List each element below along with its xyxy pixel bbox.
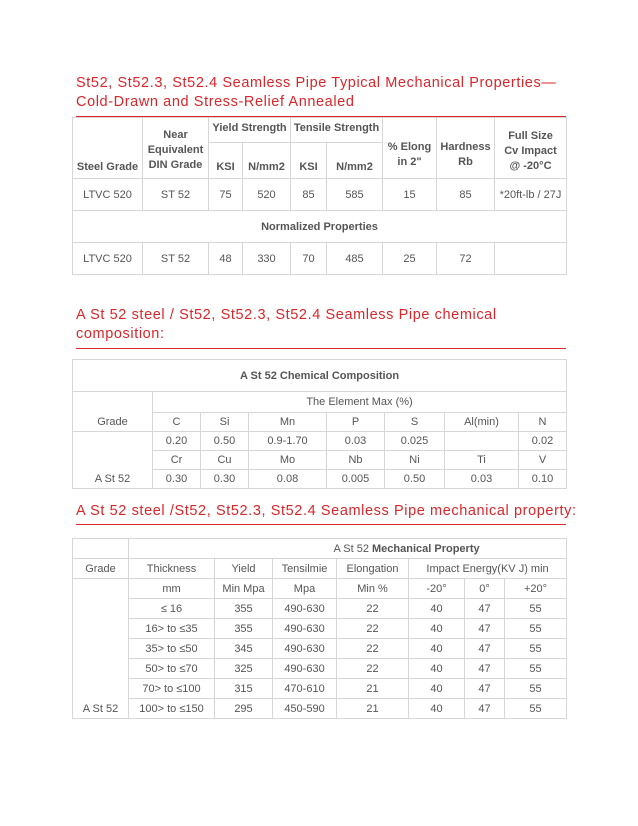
mech-cell: 355 — [215, 599, 273, 619]
mech-cell: 490-630 — [273, 619, 337, 639]
table-row — [73, 679, 567, 699]
mech-cell: 315 — [215, 679, 273, 699]
unit-cell: -20° — [409, 579, 465, 599]
cell-din: ST 52 — [143, 243, 209, 275]
section3-rule — [76, 524, 566, 525]
mech-cell: 47 — [465, 679, 505, 699]
section1-title-line1: St52, St52.3, St52.4 Seamless Pipe Typical Mechanical Properties— — [76, 75, 557, 91]
element-name-cell: Al(min) — [445, 413, 519, 432]
header-yield-strength: Yield Strength — [209, 118, 291, 143]
cell-ts-n: 585 — [327, 179, 383, 211]
header-ys-ksi: KSI — [209, 143, 243, 179]
element-name-cell: Si — [201, 413, 249, 432]
mech-grade-value: A St 52 — [73, 579, 129, 719]
element-value-cell: 0.02 — [519, 432, 567, 451]
section1-title-line2: Cold-Drawn and Stress-Relief Annealed — [76, 94, 355, 110]
mechanical-property-table — [72, 538, 567, 719]
unit-cell: 0° — [465, 579, 505, 599]
header-ts-ksi: KSI — [291, 143, 327, 179]
mech-cell: 22 — [337, 599, 409, 619]
header-tensile-strength: Tensile Strength — [291, 118, 383, 143]
element-value-cell: 0.10 — [519, 470, 567, 489]
cell-ys-n: 520 — [243, 179, 291, 211]
mechanical-properties-table — [72, 117, 567, 275]
cell-hardness: 72 — [437, 243, 495, 275]
cell-ts-ksi: 70 — [291, 243, 327, 275]
values-row-1 — [73, 432, 567, 451]
mech-cell: 21 — [337, 699, 409, 719]
mech-cell: 40 — [409, 619, 465, 639]
header-steel-grade: Steel Grade — [73, 118, 143, 179]
mech-cell: 22 — [337, 619, 409, 639]
section2-title — [76, 306, 497, 344]
cell-ys-ksi: 48 — [209, 243, 243, 275]
mech-cell: 55 — [505, 699, 567, 719]
cell-grade: LTVC 520 — [73, 243, 143, 275]
chemical-table-title: A St 52 Chemical Composition — [73, 360, 567, 392]
mech-header-tensile: Tensilmie — [273, 559, 337, 579]
mech-cell: 40 — [409, 639, 465, 659]
header-full-size-impact — [495, 118, 567, 179]
cell-din: ST 52 — [143, 179, 209, 211]
cell-impact: *20ft-lb / 27J — [495, 179, 567, 211]
header-hardness: Hardness Rb — [437, 118, 495, 179]
element-value-cell: 0.50 — [385, 470, 445, 489]
mech-cell: 470-610 — [273, 679, 337, 699]
element-name-cell: Cu — [201, 451, 249, 470]
element-name-cell: Ni — [385, 451, 445, 470]
mech-title-spacer — [73, 539, 129, 559]
header-full-size-2: Cv Impact — [504, 144, 557, 157]
header-full-size-1: Full Size — [508, 129, 553, 142]
header-ts-nmm2: N/mm2 — [327, 143, 383, 179]
element-name-cell: C — [153, 413, 201, 432]
element-value-cell: 0.03 — [445, 470, 519, 489]
mech-cell: 55 — [505, 639, 567, 659]
mech-cell: 40 — [409, 699, 465, 719]
section2-title-line2: composition: — [76, 326, 165, 342]
normalized-properties-label: Normalized Properties — [73, 211, 567, 243]
unit-cell: mm — [129, 579, 215, 599]
element-name-cell: Cr — [153, 451, 201, 470]
mech-header-impact: Impact Energy(KV J) min — [409, 559, 567, 579]
cell-ts-ksi: 85 — [291, 179, 327, 211]
cell-hardness: 85 — [437, 179, 495, 211]
element-value-cell: 0.03 — [327, 432, 385, 451]
section1-title — [76, 74, 556, 112]
cell-impact — [495, 243, 567, 275]
mech-title-bold: Mechanical Property — [372, 542, 480, 555]
cell-elong: 15 — [383, 179, 437, 211]
element-name-cell: Ti — [445, 451, 519, 470]
mech-cell: 345 — [215, 639, 273, 659]
table-row — [73, 599, 567, 619]
element-value-cell: 0.30 — [153, 470, 201, 489]
element-value-cell: 0.20 — [153, 432, 201, 451]
mech-cell: 40 — [409, 659, 465, 679]
element-value-cell: 0.30 — [201, 470, 249, 489]
element-name-cell: V — [519, 451, 567, 470]
mech-cell: 21 — [337, 679, 409, 699]
mech-cell: 100> to ≤150 — [129, 699, 215, 719]
mech-title-prefix: A St 52 — [333, 542, 372, 555]
table-row — [73, 619, 567, 639]
cell-ts-n: 485 — [327, 243, 383, 275]
header-ys-nmm2: N/mm2 — [243, 143, 291, 179]
mech-cell: 22 — [337, 659, 409, 679]
grade-header: Grade — [73, 392, 153, 432]
element-name-cell: S — [385, 413, 445, 432]
element-value-cell: 0.50 — [201, 432, 249, 451]
mech-cell: 47 — [465, 619, 505, 639]
cell-ys-ksi: 75 — [209, 179, 243, 211]
mech-cell: 450-590 — [273, 699, 337, 719]
element-value-cell: 0.005 — [327, 470, 385, 489]
mech-header-yield: Yield — [215, 559, 273, 579]
mech-cell: 47 — [465, 599, 505, 619]
mech-cell: 295 — [215, 699, 273, 719]
table-row — [73, 639, 567, 659]
header-din-grade: DIN Grade — [148, 158, 203, 171]
mech-cell: 490-630 — [273, 659, 337, 679]
unit-cell: Mpa — [273, 579, 337, 599]
mech-header-thickness: Thickness — [129, 559, 215, 579]
cell-grade: LTVC 520 — [73, 179, 143, 211]
element-max-header: The Element Max (%) — [153, 392, 567, 413]
mech-header-grade: Grade — [73, 559, 129, 579]
table-row — [73, 659, 567, 679]
table-row — [73, 179, 567, 211]
mech-cell: 70> to ≤100 — [129, 679, 215, 699]
chemical-composition-table — [72, 359, 567, 489]
mech-cell: 55 — [505, 679, 567, 699]
mech-cell: 55 — [505, 659, 567, 679]
element-name-cell: Mo — [249, 451, 327, 470]
mech-cell: 490-630 — [273, 639, 337, 659]
mech-table-title — [129, 539, 567, 559]
element-name-cell: Mn — [249, 413, 327, 432]
mech-cell: 325 — [215, 659, 273, 679]
element-name-cell: P — [327, 413, 385, 432]
mech-cell: 40 — [409, 599, 465, 619]
cell-elong: 25 — [383, 243, 437, 275]
element-name-cell: N — [519, 413, 567, 432]
header-near-equivalent-text: Near Equivalent — [147, 128, 204, 156]
mech-cell: 47 — [465, 699, 505, 719]
mech-cell: 50> to ≤70 — [129, 659, 215, 679]
mech-cell: 55 — [505, 619, 567, 639]
mech-cell: 40 — [409, 679, 465, 699]
mech-cell: 355 — [215, 619, 273, 639]
section2-rule — [76, 348, 566, 349]
unit-cell: Min Mpa — [215, 579, 273, 599]
unit-cell: +20° — [505, 579, 567, 599]
table-row — [73, 243, 567, 275]
element-value-cell: 0.9-1.70 — [249, 432, 327, 451]
section3-title: A St 52 steel /St52, St52.3, St52.4 Seamless Pipe mechanical property: — [76, 503, 577, 519]
header-elong: % Elong in 2" — [383, 118, 437, 179]
unit-cell: Min % — [337, 579, 409, 599]
mech-cell: 47 — [465, 659, 505, 679]
element-value-cell: 0.08 — [249, 470, 327, 489]
mech-cell: 490-630 — [273, 599, 337, 619]
mech-cell: ≤ 16 — [129, 599, 215, 619]
element-value-cell — [445, 432, 519, 451]
mech-header-elongation: Elongation — [337, 559, 409, 579]
header-near-equivalent — [143, 118, 209, 179]
mech-cell: 22 — [337, 639, 409, 659]
cell-ys-n: 330 — [243, 243, 291, 275]
mech-cell: 16> to ≤35 — [129, 619, 215, 639]
mech-cell: 47 — [465, 639, 505, 659]
mech-cell: 55 — [505, 599, 567, 619]
section2-title-line1: A St 52 steel / St52, St52.3, St52.4 Seamless Pipe chemical — [76, 307, 497, 323]
header-full-size-3: @ -20°C — [509, 159, 552, 172]
element-value-cell: 0.025 — [385, 432, 445, 451]
grade-value: A St 52 — [73, 432, 153, 489]
element-name-cell: Nb — [327, 451, 385, 470]
mech-cell: 35> to ≤50 — [129, 639, 215, 659]
table-row — [73, 699, 567, 719]
units-row — [73, 579, 567, 599]
